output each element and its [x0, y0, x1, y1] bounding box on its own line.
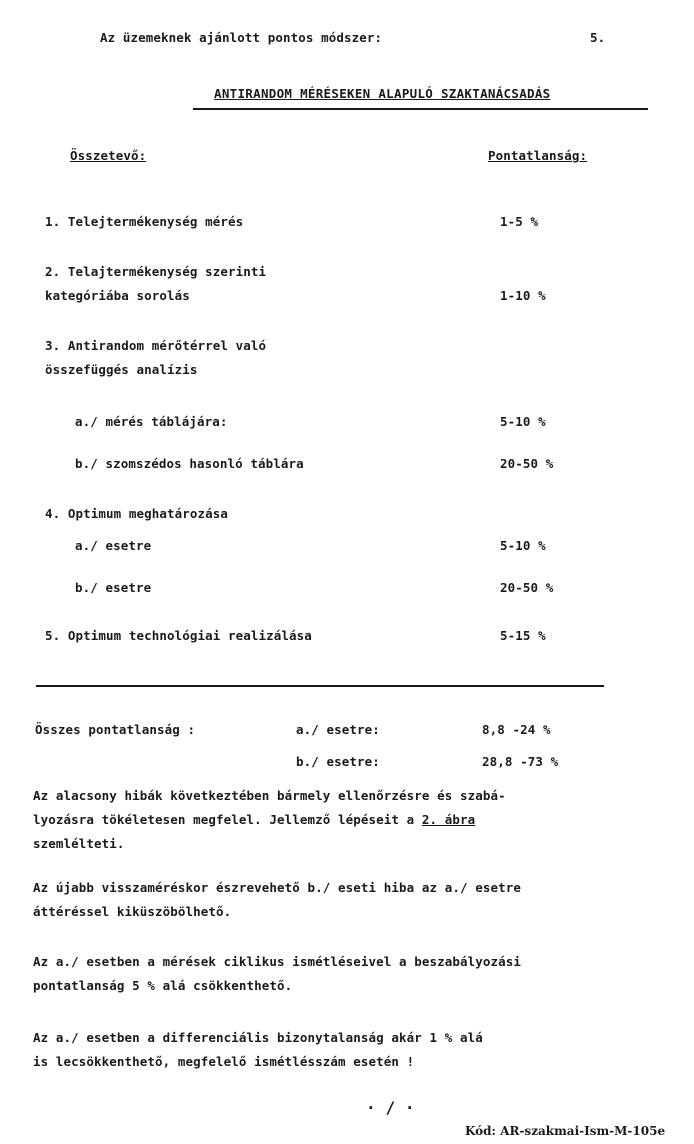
- row-2-text: 2. Telajtermékenység szerinti: [45, 264, 267, 279]
- row-3a-value: 5-10 %: [500, 414, 546, 429]
- summary-b-label: b./ esetre:: [296, 754, 380, 769]
- paragraph-1-line-2-text: lyozásra tökéletesen megfelel. Jellemző lépéseit a: [33, 812, 422, 827]
- paragraph-3-line-2: pontatlanság 5 % alá csökkenthető.: [33, 978, 293, 993]
- summary-b-value: 28,8 -73 %: [482, 754, 559, 769]
- title-rule: [193, 108, 648, 110]
- row-4a-value: 5-10 %: [500, 538, 546, 553]
- column-header-component: Összetevő:: [70, 148, 147, 163]
- row-4a-text: a./ esetre: [75, 538, 152, 553]
- figure-reference: 2. ábra: [421, 812, 476, 827]
- paragraph-1-line-3: szemlélteti.: [33, 836, 125, 851]
- row-3a-text: a./ mérés táblájára:: [75, 414, 228, 429]
- paragraph-1-line-1: Az alacsony hibák következtében bármely ellenőrzésre és szabá-: [33, 788, 506, 803]
- row-5-value: 5-15 %: [500, 628, 546, 643]
- paragraph-3-line-1: Az a./ esetben a mérések ciklikus ismétléseivel a beszabályozási: [33, 954, 522, 969]
- paragraph-4-line-1: Az a./ esetben a differenciális bizonytalanság akár 1 % alá: [33, 1030, 483, 1045]
- row-2-value: 1-10 %: [500, 288, 546, 303]
- document-title: ANTIRANDOM MÉRÉSEKEN ALAPULÓ SZAKTANÁCSADÁS: [214, 86, 551, 101]
- separator-rule: [36, 685, 604, 687]
- paragraph-2-line-1: Az újabb visszaméréskor észrevehető b./ eseti hiba az a./ esetre: [33, 880, 522, 895]
- paragraph-1-line-2: [33, 812, 475, 827]
- row-4b-value: 20-50 %: [500, 580, 554, 595]
- paragraph-2-line-2: áttéréssel kiküszöbölhető.: [33, 904, 232, 919]
- row-3b-value: 20-50 %: [500, 456, 554, 471]
- document-code: Kód: AR-szakmai-Ism-M-105e: [465, 1124, 666, 1138]
- row-5-text: 5. Optimum technológiai realizálása: [45, 628, 312, 643]
- summary-a-value: 8,8 -24 %: [482, 722, 551, 737]
- row-3-text: 3. Antirandom mérőtérrel való: [45, 338, 267, 353]
- column-header-inaccuracy: Pontatlanság:: [488, 148, 588, 163]
- row-1-text: 1. Telejtermékenység mérés: [45, 214, 244, 229]
- header-intro: Az üzemeknek ajánlott pontos módszer:: [100, 30, 383, 45]
- row-3b-sub-text: b./ szomszédos hasonló táblára: [75, 456, 304, 471]
- row-4b-text: b./ esetre: [75, 580, 152, 595]
- row-4-text: 4. Optimum meghatározása: [45, 506, 229, 521]
- paragraph-4-line-2: is lecsökkenthető, megfelelő ismétlésszám esetén !: [33, 1054, 415, 1069]
- row-1-value: 1-5 %: [500, 214, 539, 229]
- summary-a-label: a./ esetre:: [296, 722, 380, 737]
- summary-label: Összes pontatlanság :: [35, 722, 196, 737]
- row-2b-text: kategóriába sorolás: [45, 288, 190, 303]
- page-number: 5.: [590, 30, 606, 45]
- page-mark: · / ·: [366, 1098, 415, 1117]
- row-3b-text: összefüggés analízis: [45, 362, 198, 377]
